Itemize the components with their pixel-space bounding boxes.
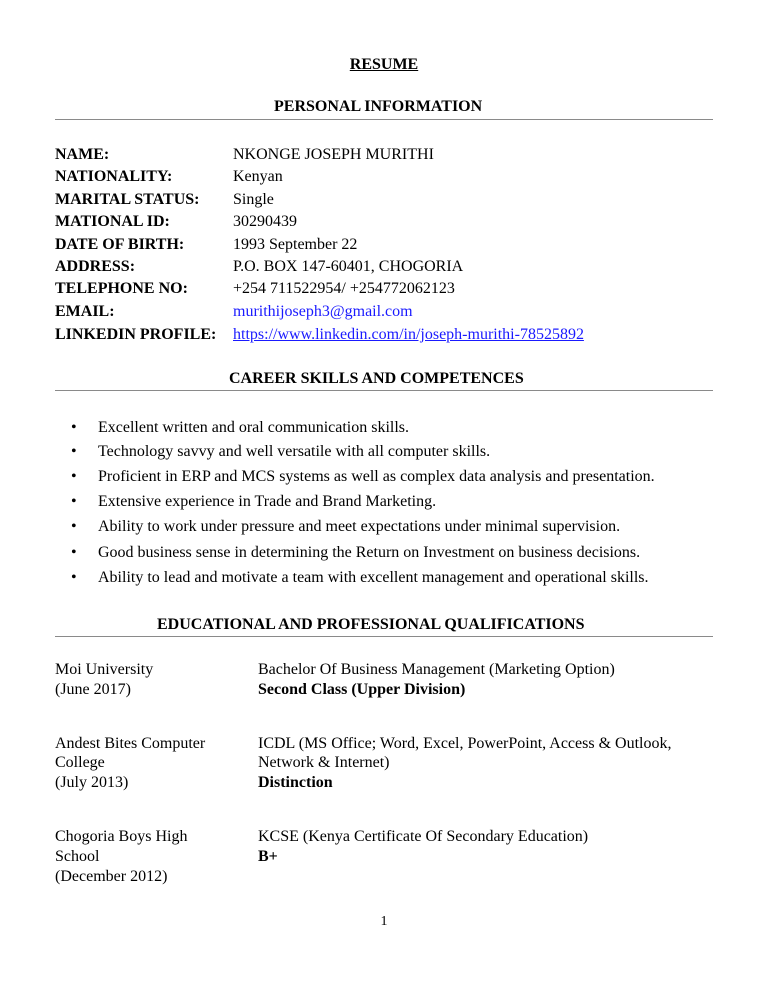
skill-text: Excellent written and oral communication skills.: [98, 419, 410, 436]
edu-date-line: (July 2013): [55, 774, 129, 791]
pi-value: +254 711522954/ +254772062123: [233, 280, 455, 297]
skill-text: Technology savvy and well versatile with all computer skills.: [98, 443, 491, 460]
pi-value: NKONGE JOSEPH MURITHI: [233, 146, 434, 163]
pi-value: P.O. BOX 147-60401, CHOGORIA: [233, 258, 464, 275]
pi-label: ADDRESS:: [55, 258, 136, 275]
edu-institution-line: College: [55, 754, 105, 771]
bullet-icon: •: [71, 544, 77, 561]
edu-qualification-line: ICDL (MS Office; Word, Excel, PowerPoint, Access & Outlook,: [258, 735, 672, 752]
edu-date-line: (June 2017): [55, 681, 131, 698]
pi-value: Kenyan: [233, 168, 283, 185]
pi-label: DATE OF BIRTH:: [55, 236, 185, 253]
page-number: 1: [380, 914, 388, 929]
document-title: RESUME: [349, 56, 419, 73]
bullet-icon: •: [71, 518, 77, 535]
pi-label: TELEPHONE NO:: [55, 280, 188, 297]
edu-grade: B+: [258, 848, 278, 865]
pi-label: MATIONAL ID:: [55, 213, 170, 230]
pi-label: LINKEDIN PROFILE:: [55, 326, 217, 343]
edu-institution-line: Chogoria Boys High: [55, 828, 188, 845]
section-divider: [55, 119, 713, 120]
pi-label: NATIONALITY:: [55, 168, 173, 185]
bullet-icon: •: [71, 493, 77, 510]
edu-qualification-line: Network & Internet): [258, 754, 390, 771]
bullet-icon: •: [71, 419, 77, 436]
pi-value: 30290439: [233, 213, 297, 230]
pi-label: EMAIL:: [55, 303, 115, 320]
personal-info-heading: PERSONAL INFORMATION: [274, 98, 483, 115]
edu-institution-line: School: [55, 848, 100, 865]
bullet-icon: •: [71, 569, 77, 586]
skills-heading: CAREER SKILLS AND COMPETENCES: [229, 370, 524, 387]
pi-value: Single: [233, 191, 274, 208]
section-divider: [55, 636, 713, 637]
pi-label: NAME:: [55, 146, 110, 163]
linkedin-link[interactable]: https://www.linkedin.com/in/joseph-murithi-78525892: [233, 326, 584, 343]
bullet-icon: •: [71, 443, 77, 460]
edu-grade: Second Class (Upper Division): [258, 681, 466, 698]
edu-date-line: (December 2012): [55, 868, 168, 885]
skill-text: Ability to work under pressure and meet expectations under minimal supervision.: [98, 518, 621, 535]
pi-value: 1993 September 22: [233, 236, 358, 253]
education-heading: EDUCATIONAL AND PROFESSIONAL QUALIFICATIONS: [157, 616, 585, 633]
section-divider: [55, 390, 713, 391]
edu-institution-line: Andest Bites Computer: [55, 735, 206, 752]
bullet-icon: •: [71, 468, 77, 485]
pi-label: MARITAL STATUS:: [55, 191, 200, 208]
edu-qualification-line: Bachelor Of Business Management (Marketing Option): [258, 661, 615, 678]
skill-text: Good business sense in determining the Return on Investment on business decisions.: [98, 544, 641, 561]
skill-text: Ability to lead and motivate a team with excellent management and operational skills.: [98, 569, 649, 586]
skill-text: Proficient in ERP and MCS systems as well as complex data analysis and presentation.: [98, 468, 655, 485]
email-link[interactable]: murithijoseph3@gmail.com: [233, 303, 413, 320]
edu-qualification-line: KCSE (Kenya Certificate Of Secondary Education): [258, 828, 589, 845]
skill-text: Extensive experience in Trade and Brand Marketing.: [98, 493, 437, 510]
edu-institution-line: Moi University: [55, 661, 154, 678]
edu-grade: Distinction: [258, 774, 333, 791]
